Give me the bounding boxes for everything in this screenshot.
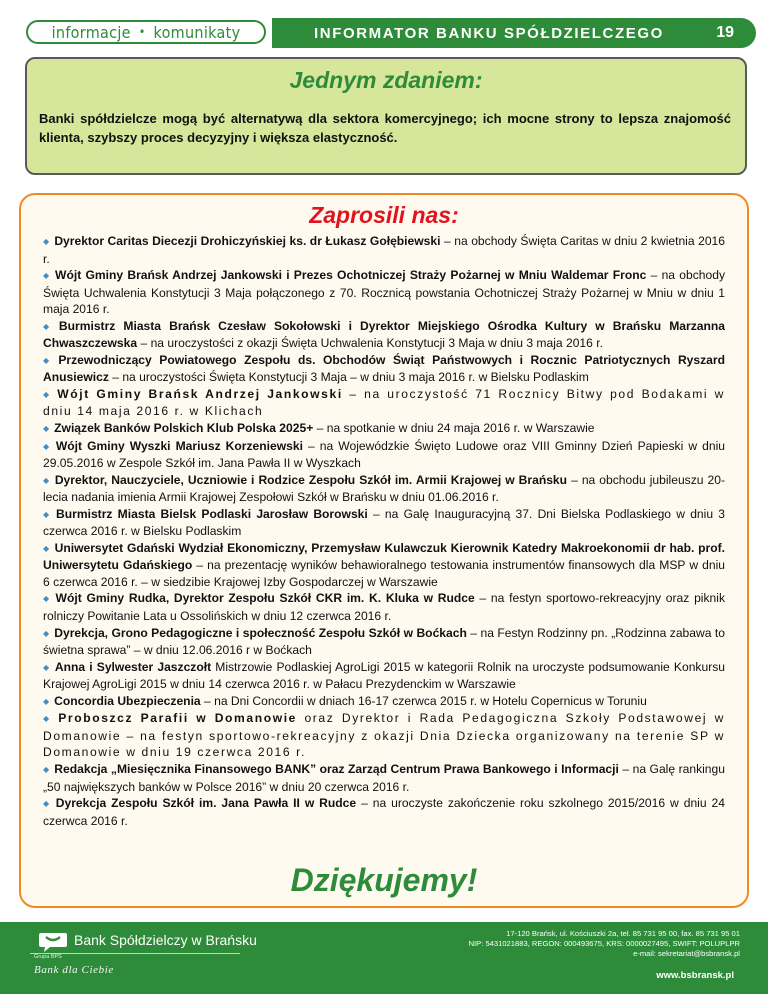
invitation-host: Wójt Gminy Brańsk Andrzej Jankowski [57, 386, 343, 401]
invitation-host: Przewodniczący Powiatowego Zespołu ds. Obchodów Świąt Państwowych i Rocznic Patriotycznych Ryszard Anusiewicz [43, 352, 725, 385]
invitation-details: – na obchody Święta Caritas w dniu 2 kwietnia 2016 r. [43, 234, 726, 266]
invitation-host: Wójt Gminy Brańsk Andrzej Jankowski i Prezes Ochotniczej Straży Pożarnej w Mniu Waldemar Fronc [55, 268, 647, 283]
invitation-details: – na Dni Concordii w dniach 16-17 czerwca 2015 r. w Hotelu Copernicus w Toruniu [200, 693, 647, 708]
diamond-bullet-icon: ◆ [43, 764, 50, 774]
invitation-item [43, 795, 725, 829]
thanks-heading: Dziękujemy! [290, 862, 478, 898]
invitation-host: Burmistrz Miasta Bielsk Podlaski Jarosław Borowski [56, 506, 368, 521]
invitation-details: – na Galę Inauguracyjną 37. Dni Bielska Podlaskiego w dniu 3 czerwca 2016 r. w Bielsku Podlaskim [43, 506, 725, 539]
contact-info [469, 929, 740, 959]
summary-text: Banki spółdzielcze mogą być alternatywą dla sektora komercyjnego; ich mocne strony to lepsza znajomość klienta, szybszy proces decyzyjny i większa elastyczność. [39, 111, 731, 145]
invitations-list [43, 233, 725, 829]
invitation-details: – na uroczystości z okazji Święta Uchwalenia Konstytucji 3 Maja w dniu 3 maja 2016 r. [137, 336, 603, 351]
invitation-details: Mistrzowie Podlaskiej AgroLigi 2015 w kategorii Rolnik na uroczyste podsumowanie Konkursu Krajowej AgroLigi 2015 w dniu 14 czerwca 2016 r. w Pałacu Prezydenckim w Warszawie [43, 659, 725, 692]
diamond-bullet-icon: ◆ [43, 696, 50, 706]
invitation-item [43, 693, 725, 711]
diamond-bullet-icon: ◆ [43, 509, 52, 519]
invitation-details: – na festyn sportowo-rekreacyjny oraz piknik rolniczy Powitanie Lata u Ossolińskich w dniu 12 czerwca 2016 r. [43, 591, 726, 624]
invitation-item [43, 233, 725, 267]
summary-box [25, 57, 747, 175]
group-label: Grupa BPS [34, 954, 62, 960]
invitation-details: – na prezentację wyników behawioralnego testowania instrumentów finansowych dla MSP w dniu 6 czerwca 2016 r. – w siedzibie Krajowej Izby Gospodarczej w Warszawie [43, 558, 725, 589]
diamond-bullet-icon: ◆ [43, 424, 50, 434]
invitation-host: Dyrekcja, Grono Pedagogiczne i społeczność Zespołu Szkół w Boćkach [54, 625, 467, 640]
diamond-bullet-icon: ◆ [43, 321, 54, 331]
diamond-bullet-icon: ◆ [43, 714, 54, 724]
invitation-item [43, 625, 725, 659]
section-label [26, 20, 266, 44]
diamond-bullet-icon: ◆ [43, 799, 51, 809]
invitation-details: – na uroczystość 71 Rocznicy Bitwy pod Bodakami w dniu 14 maja 2016 r. w Klichach [43, 386, 725, 419]
diamond-bullet-icon: ◆ [43, 543, 50, 553]
page-footer [0, 922, 768, 994]
invitation-item [43, 506, 725, 540]
diamond-bullet-icon: ◆ [43, 237, 50, 246]
diamond-bullet-icon: ◆ [43, 389, 53, 399]
diamond-bullet-icon: ◆ [43, 355, 54, 365]
page-header [12, 18, 756, 48]
header-bar [272, 18, 756, 48]
publication-title: INFORMATOR BANKU SPÓŁDZIELCZEGO [314, 24, 664, 42]
page-number: 19 [716, 24, 734, 41]
bank-logo-icon [38, 931, 68, 953]
section-separator: • [138, 25, 146, 39]
invitation-item [43, 438, 725, 472]
invitation-item [43, 386, 725, 420]
contact-email: e-mail: sekretariat@bsbransk.pl [633, 949, 740, 958]
contact-address: 17-120 Brańsk, ul. Kościuszki 2a, tel. 85 731 95 00, fax. 85 731 95 01 [506, 929, 740, 938]
invitation-host: Dyrekcja Zespołu Szkół im. Jana Pawła II w Rudce [55, 796, 357, 811]
invitation-details: – na Festyn Rodzinny pn. „Rodzinna zabawa to świetna sprawa” – w dniu 12.06.2016 r w Boćkach [43, 625, 725, 658]
invitation-details: – na Galę rankingu „50 największych banków w Polsce 2016” w dniu 20 czerwca 2016 r. [43, 761, 725, 794]
invitation-host: Anna i Sylwester Jaszczołt [54, 659, 212, 674]
section-label-left: informacje [51, 22, 131, 42]
invitation-item [43, 590, 725, 624]
diamond-bullet-icon: ◆ [43, 271, 51, 281]
invitation-item [43, 540, 725, 591]
diamond-bullet-icon: ◆ [43, 662, 50, 672]
invitations-title: Zaprosili nas: [309, 202, 459, 228]
invitation-item [43, 710, 725, 761]
invitation-host: Uniwersytet Gdański Wydział Ekonomiczny, Przemysław Kulawczuk Kierownik Katedry Makroekonomii dr hab. prof. Uniwersytetu Gdańskiego [43, 540, 725, 573]
invitation-details: – na uroczyste zakończenie roku szkolnego 2015/2016 w dniu 24 czerwca 2016 r. [43, 796, 725, 828]
invitation-host: Burmistrz Miasta Brańsk Czesław Sokołowski i Dyrektor Miejskiego Ośrodka Kultury w Brańsku Marzanna Chwaszczewska [43, 318, 726, 351]
invitation-host: Redakcja „Miesięcznika Finansowego BANK” oraz Zarząd Centrum Prawa Bankowego i Informacji [54, 761, 619, 776]
invitation-details: – na spotkanie w dniu 24 maja 2016 r. w Warszawie [313, 421, 595, 436]
invitation-item [43, 352, 725, 386]
invitations-box [19, 193, 749, 908]
invitation-item [43, 761, 725, 795]
invitation-host: Dyrektor Caritas Diecezji Drohiczyńskiej ks. dr Łukasz Gołębiewski [54, 234, 441, 248]
section-label-right: komunikaty [153, 22, 241, 42]
summary-title: Jednym zdaniem: [289, 67, 483, 93]
invitation-item [43, 318, 725, 352]
diamond-bullet-icon: ◆ [43, 475, 50, 485]
diamond-bullet-icon: ◆ [43, 441, 51, 451]
diamond-bullet-icon: ◆ [43, 628, 50, 638]
invitation-details: – na obchodu jubileuszu 20-lecia nadania imienia Armii Krajowej Zespołowi Szkół w Brańsku w dniu 01.06.2016 r. [43, 472, 725, 505]
diamond-bullet-icon: ◆ [43, 594, 51, 604]
invitation-host: Concordia Ubezpieczenia [54, 693, 201, 708]
bank-slogan: Bank dla Ciebie [34, 964, 114, 976]
contact-ids: NIP: 5431021883, REGON: 000493675, KRS: 0000027495, SWIFT: POLUPLPR [468, 939, 740, 948]
bank-name: Bank Spółdzielczy w Brańsku [74, 932, 257, 948]
website-link[interactable]: www.bsbransk.pl [656, 970, 734, 981]
invitation-details: oraz Dyrektor i Rada Pedagogiczna Szkoły Podstawowej w Domanowie – na festyn sportowo-rekreacyjny z okazji Dnia Dziecka organizowany na terenie SP w Domanowie w dniu 19 czerwca 2016 r. [43, 711, 725, 760]
invitation-host: Wójt Gminy Wyszki Mariusz Korzeniewski [55, 438, 303, 453]
invitation-details: – na obchody Święta Uchwalenia Konstytucji 3 Maja połączonego z 70. Rocznicą powstania Ochotniczej Straży Pożarnej w Mniu w dniu 1 maja 2016 r. [43, 268, 726, 317]
invitation-item [43, 659, 725, 693]
invitation-item [43, 472, 725, 506]
invitation-details: – na uroczystości Święta Konstytucji 3 Maja – w dniu 3 maja 2016 r. w Bielsku Podlaskim [108, 370, 589, 385]
invitation-host: Dyrektor, Nauczyciele, Uczniowie i Rodzice Zespołu Szkół im. Armii Krajowej w Brańsku [54, 472, 568, 487]
invitation-item [43, 267, 725, 318]
invitation-item [43, 420, 725, 438]
invitation-details: – na Wojewódzkie Święto Ludowe oraz VIII Gminny Dzień Papieski w dniu 29.05.2016 w Zespole Szkół im. Jana Pawła II w Wyszkach [43, 438, 725, 471]
invitation-host: Proboszcz Parafii w Domanowie [58, 711, 297, 726]
invitation-host: Związek Banków Polskich Klub Polska 2025+ [54, 421, 314, 436]
invitation-host: Wójt Gminy Rudka, Dyrektor Zespołu Szkół CKR im. K. Kluka w Rudce [55, 591, 475, 606]
